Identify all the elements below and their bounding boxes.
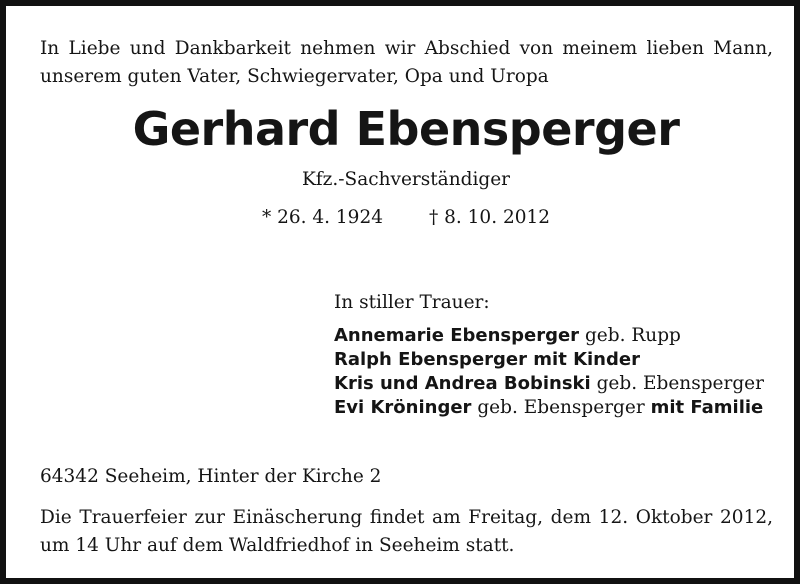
family-member xyxy=(334,372,764,396)
family-member-suffix: mit Familie xyxy=(650,397,764,418)
address: 64342 Seeheim, Hinter der Kirche 2 xyxy=(40,466,382,487)
family-member-name: Ralph Ebensperger mit Kinder xyxy=(334,349,640,370)
profession: Kfz.-Sachverständiger xyxy=(301,169,511,190)
family-member xyxy=(334,348,764,372)
family-member-note: geb. Rupp xyxy=(584,325,681,346)
family-member-name: Evi Kröninger xyxy=(334,397,472,418)
family-member-note: geb. Ebensperger xyxy=(477,397,645,418)
ceremony-details: Die Trauerfeier zur Einäscherung findet am Freitag, dem 12. Oktober 2012, um 14 Uhr auf dem Waldfriedhof in Seeheim statt. xyxy=(40,507,773,556)
birth-date: * 26. 4. 1924 xyxy=(261,207,383,228)
intro-text: In Liebe und Dankbarkeit nehmen wir Abschied von meinem lieben Mann, unserem guten Vater, Schwiegervater, Opa und Uropa xyxy=(40,38,773,87)
family-member-name: Kris und Andrea Bobinski xyxy=(334,373,591,394)
family-member xyxy=(334,396,764,420)
deceased-name: Gerhard Ebensperger xyxy=(132,102,680,156)
family-member-note: geb. Ebensperger xyxy=(596,373,764,394)
death-date: † 8. 10. 2012 xyxy=(429,207,551,228)
family-member-name: Annemarie Ebensperger xyxy=(334,325,580,346)
family-list xyxy=(334,324,764,420)
family-member xyxy=(334,324,764,348)
mourning-label: In stiller Trauer: xyxy=(334,292,490,313)
life-dates xyxy=(6,205,800,231)
